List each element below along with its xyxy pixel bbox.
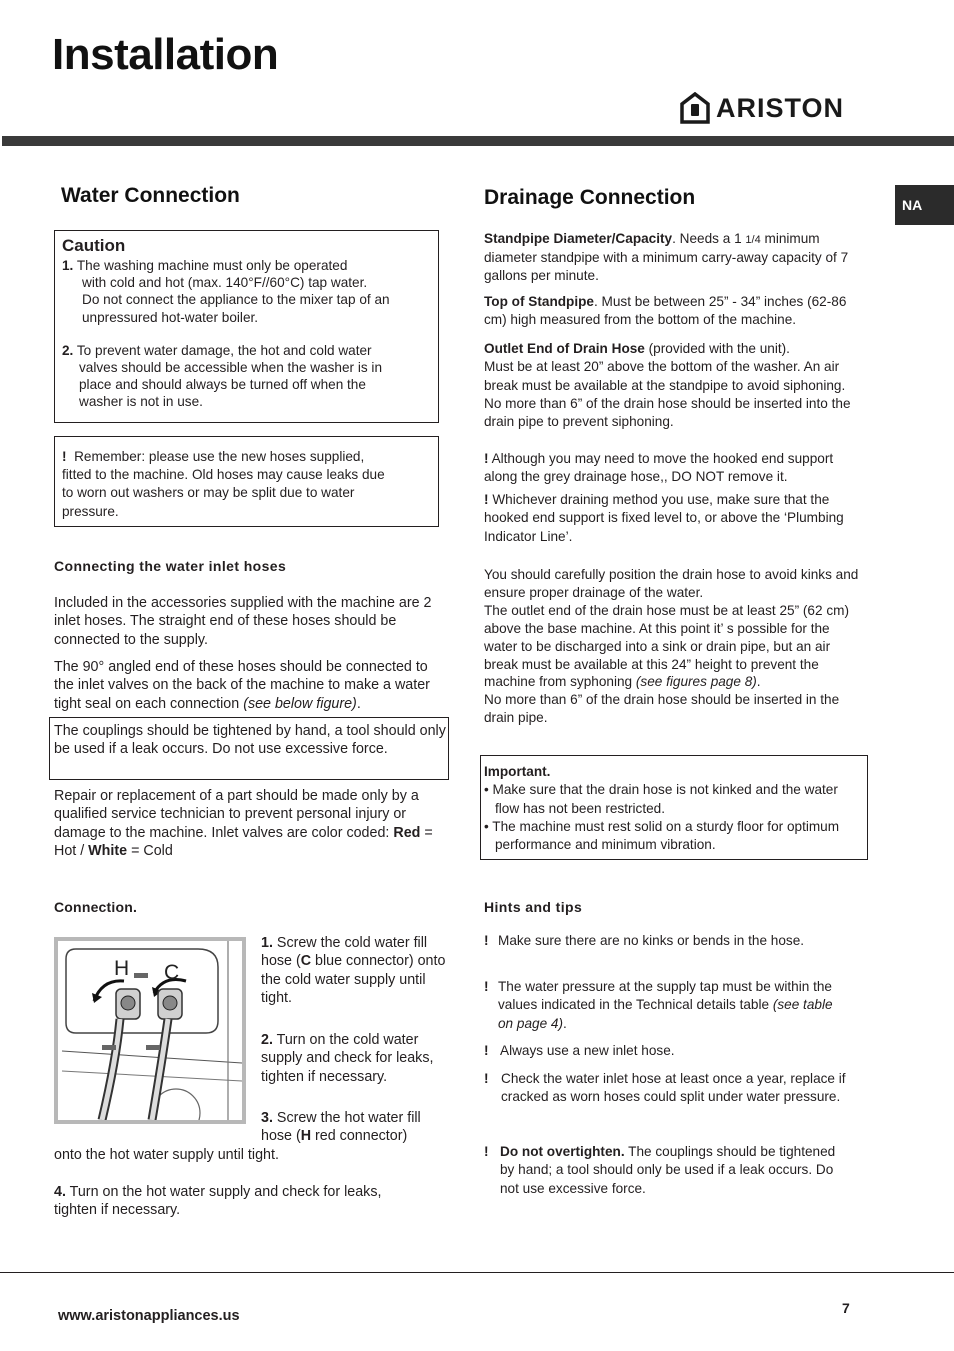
- footer-rule: [0, 1272, 954, 1273]
- connection-step-3-cont: onto the hot water supply until tight.: [54, 1147, 279, 1163]
- house-logo-icon: [680, 92, 710, 124]
- brand-name: ARISTON: [716, 92, 845, 123]
- connection-step-3: 3. Screw the hot water fill hose (H red connector): [261, 1110, 421, 1145]
- caution-item-2: 2. To prevent water damage, the hot and cold water valves should be accessible when the washer is in place and should always be turned off when the washer is not in use.: [62, 342, 383, 410]
- repair-paragraph: Repair or replacement of a part should be made only by a qualified service technician to prevent personal injury or damage to the machine. Inlet valves are color coded: Red = Hot / White = Cold: [54, 788, 433, 859]
- top-of-standpipe-paragraph: Top of Standpipe. Must be between 25” - 34” inches (62-86 cm) high measured from the bottom of the machine.: [484, 294, 847, 327]
- page-title: Installation: [52, 30, 279, 79]
- hint-3: ! Always use a new inlet hose.: [484, 1043, 675, 1058]
- hint-5: ! Do not overtighten. The couplings should be tightened by hand; a tool should only be used if a leak occurs. Do not use excessive force.: [484, 1144, 836, 1196]
- inlet-hoses-heading: Connecting the water inlet hoses: [54, 558, 287, 574]
- region-tab: NA: [895, 185, 954, 225]
- caution-item-1: 1. The washing machine must only be operated with cold and hot (max. 140°F//60°C) tap water. Do not connect the appliance to the mixer tap of an unpressured hot-water boiler.: [62, 258, 390, 325]
- connection-step-1: 1. Screw the cold water fill hose (C blue connector) onto the cold water supply until tight.: [261, 935, 446, 1006]
- connection-heading: Connection.: [54, 899, 138, 915]
- inlet-paragraph-1: Included in the accessories supplied with the machine are 2 inlet hoses. The straight end of these hoses should be connected to the supply.: [54, 595, 432, 648]
- caution-title: Caution: [62, 236, 126, 255]
- outlet-end-paragraph: Outlet End of Drain Hose (provided with the unit). Must be at least 20” above the bottom of the washer. An air break must be available at the standpipe to avoid siphoning. No more than 6” of the drain hose should be inserted into the drain pipe to prevent siphoning.: [484, 341, 851, 430]
- inlet-paragraph-2: The 90° angled end of these hoses should be connected to the inlet valves on the back of the machine to make a water tight seal on each connection (see below figure).: [54, 659, 430, 712]
- hint-4: ! Check the water inlet hose at least once a year, replace if cracked as worn hoses could split under water pressure.: [484, 1071, 846, 1105]
- standpipe-paragraph: Standpipe Diameter/Capacity. Needs a 1 1/4 minimum diameter standpipe with a minimum carry-away capacity of 7 gallons per minute.: [484, 231, 849, 283]
- ariston-logo: [680, 92, 844, 124]
- hose-connection-figure: [54, 937, 246, 1124]
- drainage-connection-heading: Drainage Connection: [484, 186, 696, 209]
- couplings-note-box: The couplings should be tightened by hand, a tool should only be used if a leak occurs. Do not use excessive force.: [49, 717, 449, 780]
- header-rule: [2, 136, 954, 146]
- drain-note-1: ! Although you may need to move the hooked end support along the grey drainage hose,, DO NOT remove it.: [484, 451, 834, 485]
- hints-heading: Hints and tips: [484, 899, 583, 915]
- remember-box: ! Remember: please use the new hoses supplied, fitted to the machine. Old hoses may cause leaks due to worn out washers or may be split due to water pressure.: [54, 436, 439, 527]
- drain-note-2: ! Whichever draining method you use, make sure that the hooked end support is fixed level to, or above the ‘Plumbing Indicator Line’.: [484, 492, 844, 544]
- footer-website-link[interactable]: www.aristonappliances.us: [58, 1308, 240, 1324]
- page-number: 7: [842, 1300, 850, 1316]
- drain-position-paragraph: You should carefully position the drain hose to avoid kinks and ensure proper drainage of the water. The outlet end of the drain hose must be at least 25” (62 cm) above the base machine. At this point it’ s possible for the water to be discharged into a sink or drain pipe, but an air break must be available at this 24” height to prevent the machine from syphoning (see figures page 8). No more than 6” of the drain hose should be inserted in the drain pipe.: [484, 567, 859, 726]
- caution-box: [54, 230, 439, 423]
- hint-2: ! The water pressure at the supply tap must be within the values indicated in the Technical details table (see table on page 4).: [484, 979, 833, 1031]
- hot-label: H: [114, 957, 130, 980]
- water-connection-heading: Water Connection: [61, 184, 240, 207]
- hint-1: ! Make sure there are no kinks or bends in the hose.: [484, 933, 805, 948]
- connection-step-2: 2. Turn on the cold water supply and check for leaks, tighten if necessary.: [261, 1032, 434, 1085]
- important-box: Important. • Make sure that the drain hose is not kinked and the water flow has not been restricted. • The machine must rest solid on a sturdy floor for optimum performance and minimum vibration.: [480, 755, 868, 860]
- connection-step-4: 4. Turn on the hot water supply and check for leaks, tighten if necessary.: [54, 1184, 382, 1219]
- cold-label: C: [164, 961, 180, 984]
